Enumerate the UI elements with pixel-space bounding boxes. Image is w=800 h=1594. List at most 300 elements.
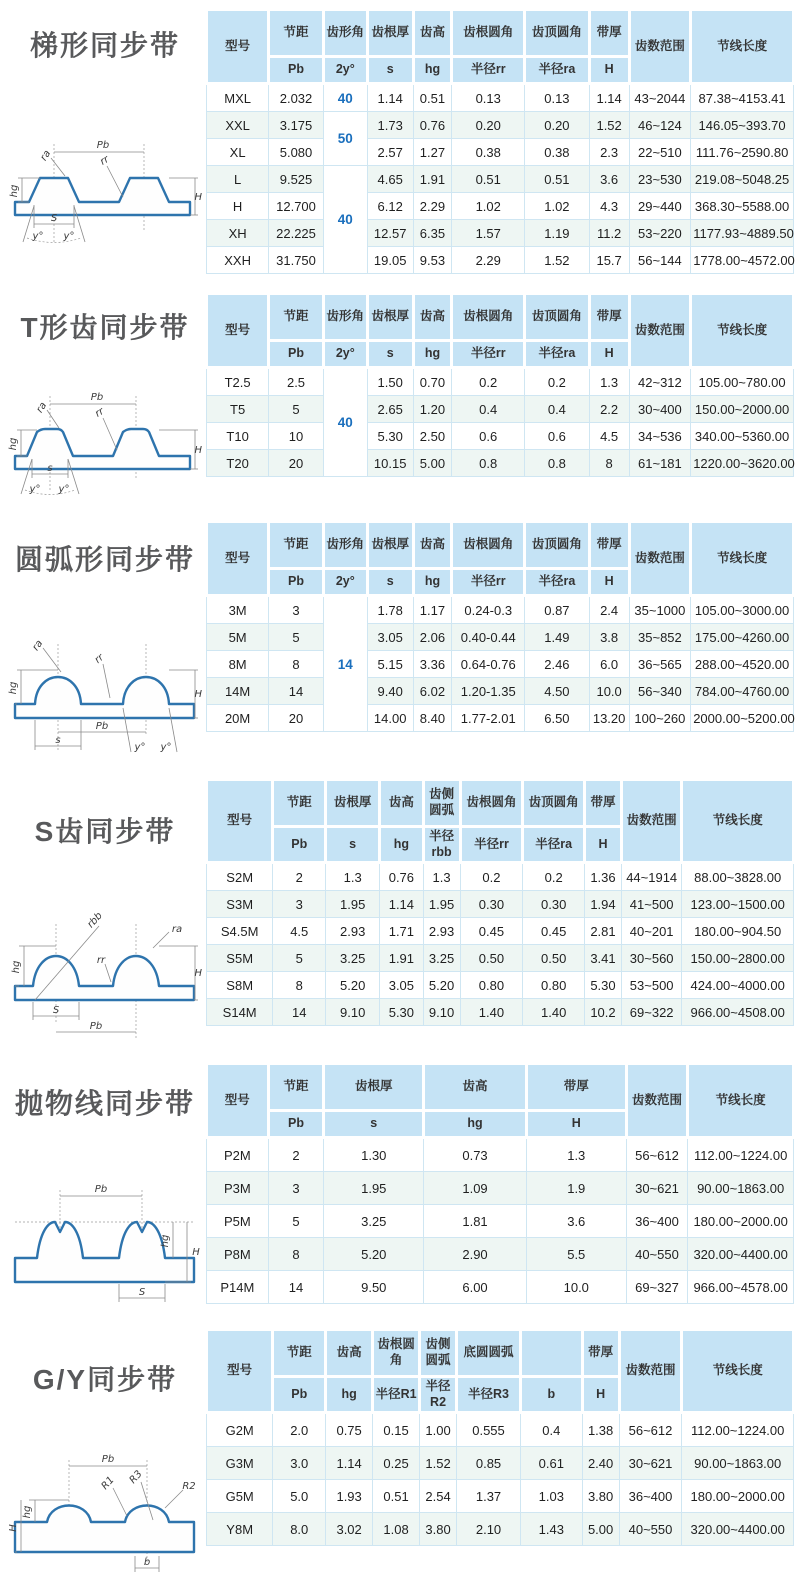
value-cell: 1.52 — [589, 112, 629, 139]
dim-label: y° — [134, 742, 146, 753]
value-cell: 36~400 — [619, 1480, 682, 1513]
value-cell: 90.00~1863.00 — [688, 1172, 794, 1205]
column-subheader: H — [582, 1377, 619, 1413]
dim-label: ra — [34, 400, 50, 415]
value-cell: 61~181 — [629, 450, 691, 477]
value-cell: 0.80 — [460, 972, 523, 999]
value-cell: 1.3 — [589, 368, 629, 396]
value-cell: 4.3 — [589, 193, 629, 220]
value-cell: 10.2 — [584, 999, 621, 1026]
value-cell: 1.91 — [413, 166, 452, 193]
dim-label: y° — [63, 231, 75, 242]
value-cell: 0.4 — [525, 396, 590, 423]
value-cell: 5.15 — [367, 651, 413, 678]
value-cell: 966.00~4578.00 — [688, 1271, 794, 1304]
value-cell: 1.3 — [326, 863, 380, 891]
column-header: 齿根圆角 — [373, 1330, 420, 1377]
value-cell: 2.90 — [424, 1238, 527, 1271]
dim-label: y° — [32, 231, 44, 242]
value-cell: 53~220 — [629, 220, 691, 247]
value-cell: 3.05 — [380, 972, 423, 999]
column-subheader: 2y° — [323, 57, 367, 84]
value-cell: 14 — [268, 1271, 324, 1304]
section-title: 梯形同步带 — [29, 30, 180, 61]
value-cell: 9.53 — [413, 247, 452, 274]
column-subheader: 半径R1 — [373, 1377, 420, 1413]
dim-label: H — [8, 1524, 19, 1532]
value-cell: 8 — [269, 651, 324, 678]
value-cell: 0.61 — [521, 1447, 583, 1480]
value-cell: 0.8 — [525, 450, 590, 477]
value-cell: 0.51 — [452, 166, 525, 193]
column-header: 节线长度 — [682, 1330, 794, 1413]
model-cell: L — [207, 166, 269, 193]
model-cell: Y8M — [207, 1513, 273, 1546]
value-cell: 12.57 — [367, 220, 413, 247]
column-header: 齿高 — [413, 522, 452, 569]
value-cell: 0.20 — [452, 112, 525, 139]
value-cell: 5.20 — [423, 972, 460, 999]
dim-label: R1 — [99, 1474, 117, 1492]
value-cell: 1.02 — [452, 193, 525, 220]
value-cell: 3.36 — [413, 651, 452, 678]
value-cell: 22.225 — [269, 220, 324, 247]
value-cell: 30~621 — [626, 1172, 688, 1205]
dim-label: ra — [171, 924, 183, 935]
value-cell: 0.87 — [525, 596, 590, 624]
column-header: 型号 — [207, 10, 269, 84]
model-cell: S5M — [207, 945, 273, 972]
merged-angle-cell: 50 — [323, 112, 367, 166]
column-header: 齿形角 — [323, 522, 367, 569]
gy-belt-profile-diagram — [7, 1434, 203, 1576]
dim-label: H — [194, 445, 202, 456]
value-cell: 320.00~4400.00 — [688, 1238, 794, 1271]
value-cell: 0.75 — [326, 1413, 373, 1447]
column-header: 节线长度 — [691, 294, 794, 368]
value-cell: 111.76~2590.80 — [691, 139, 794, 166]
value-cell: 340.00~5360.00 — [691, 423, 794, 450]
value-cell: 1.49 — [525, 624, 590, 651]
spec-table — [205, 1062, 795, 1304]
section-title: S齿同步带 — [34, 816, 176, 847]
column-subheader: hg — [380, 827, 423, 863]
dim-label: rbb — [85, 910, 105, 931]
column-subheader: 半径ra — [525, 569, 590, 596]
column-header: 型号 — [207, 522, 269, 596]
dim-label: ra — [38, 148, 54, 163]
value-cell: 2.57 — [367, 139, 413, 166]
column-header: 齿形角 — [323, 294, 367, 341]
dim-label: hg — [9, 184, 20, 198]
value-cell: 2000.00~5200.00 — [691, 705, 794, 732]
dim-label: rr — [93, 406, 107, 420]
value-cell: 3.25 — [423, 945, 460, 972]
value-cell: 0.80 — [523, 972, 585, 999]
column-subheader: hg — [413, 57, 452, 84]
column-subheader: hg — [424, 1111, 527, 1138]
value-cell: 966.00~4508.00 — [682, 999, 794, 1026]
model-cell: G2M — [207, 1413, 273, 1447]
column-subheader: hg — [326, 1377, 373, 1413]
value-cell: 0.6 — [525, 423, 590, 450]
value-cell: 6.50 — [525, 705, 590, 732]
dim-label: Pb — [96, 140, 110, 151]
dim-label: s — [47, 463, 53, 474]
value-cell: 146.05~393.70 — [691, 112, 794, 139]
value-cell: 0.2 — [525, 368, 590, 396]
column-subheader: b — [521, 1377, 583, 1413]
value-cell: 1.95 — [423, 891, 460, 918]
trapezoid-belt-profile-diagram — [7, 110, 203, 252]
model-cell: 8M — [207, 651, 269, 678]
dim-label: hg — [8, 437, 19, 451]
value-cell: 0.13 — [525, 84, 590, 112]
column-subheader: Pb — [273, 827, 326, 863]
column-header: 齿顶圆角 — [525, 522, 590, 569]
column-subheader: Pb — [269, 341, 324, 368]
column-header: 齿数范围 — [619, 1330, 682, 1413]
dim-label: Pb — [89, 1021, 103, 1032]
value-cell: 1.00 — [420, 1413, 457, 1447]
value-cell: 3.25 — [324, 1205, 424, 1238]
value-cell: 0.51 — [525, 166, 590, 193]
section-gy-belt — [0, 1328, 800, 1576]
value-cell: 219.08~5048.25 — [691, 166, 794, 193]
value-cell: 2.65 — [367, 396, 413, 423]
dim-label: y° — [29, 484, 41, 495]
value-cell: 1.95 — [326, 891, 380, 918]
value-cell: 150.00~2800.00 — [682, 945, 794, 972]
column-header: 齿高 — [424, 1064, 527, 1111]
value-cell: 40~550 — [626, 1238, 688, 1271]
column-subheader: 2y° — [323, 341, 367, 368]
value-cell: 10.0 — [589, 678, 629, 705]
value-cell: 87.38~4153.41 — [691, 84, 794, 112]
column-header: 型号 — [207, 780, 273, 863]
column-header: 节距 — [269, 10, 324, 57]
value-cell: 0.25 — [373, 1447, 420, 1480]
value-cell: 0.70 — [413, 368, 452, 396]
value-cell: 1.57 — [452, 220, 525, 247]
column-header: 带厚 — [584, 780, 621, 827]
table-row — [207, 1172, 794, 1205]
value-cell: 2.5 — [269, 368, 324, 396]
column-subheader: Pb — [273, 1377, 326, 1413]
column-header: 节距 — [269, 522, 324, 569]
value-cell: 8.40 — [413, 705, 452, 732]
value-cell: 0.13 — [452, 84, 525, 112]
value-cell: 2.81 — [584, 918, 621, 945]
arc-belt-profile-diagram — [7, 608, 203, 760]
value-cell: 53~500 — [621, 972, 681, 999]
section-s-tooth-belt — [0, 778, 800, 1044]
value-cell: 105.00~3000.00 — [691, 596, 794, 624]
dim-label: Pb — [94, 1184, 108, 1195]
column-header: 型号 — [207, 294, 269, 368]
value-cell: 30~400 — [629, 396, 691, 423]
value-cell: 35~1000 — [629, 596, 691, 624]
dim-label: S — [52, 1005, 60, 1016]
gy-spec-table — [205, 1328, 795, 1546]
value-cell: 5.20 — [324, 1238, 424, 1271]
value-cell: 2.3 — [589, 139, 629, 166]
value-cell: 1.30 — [324, 1138, 424, 1172]
column-subheader: 半径rr — [452, 57, 525, 84]
section-title: G/Y同步带 — [32, 1364, 178, 1395]
table-row — [207, 624, 794, 651]
value-cell: 5 — [269, 624, 324, 651]
column-subheader: Pb — [269, 57, 324, 84]
model-cell: T20 — [207, 450, 269, 477]
column-header: 齿数范围 — [629, 522, 691, 596]
column-subheader: s — [367, 569, 413, 596]
column-header: 齿根圆角 — [452, 522, 525, 569]
dim-label: S — [138, 1287, 146, 1298]
model-cell: XH — [207, 220, 269, 247]
table-row — [207, 368, 794, 396]
model-cell: 3M — [207, 596, 269, 624]
dim-label: H — [194, 192, 202, 203]
dim-label: Pb — [101, 1454, 115, 1465]
value-cell: 36~565 — [629, 651, 691, 678]
value-cell: 9.10 — [423, 999, 460, 1026]
column-header: 齿高 — [380, 780, 423, 827]
column-header: 齿数范围 — [629, 294, 691, 368]
model-cell: XXL — [207, 112, 269, 139]
column-header: 齿形角 — [323, 10, 367, 57]
column-subheader: H — [589, 569, 629, 596]
value-cell: 2.50 — [413, 423, 452, 450]
value-cell: 1.20 — [413, 396, 452, 423]
value-cell: 0.24-0.3 — [452, 596, 525, 624]
table-row — [207, 1138, 794, 1172]
model-cell: P3M — [207, 1172, 269, 1205]
value-cell: 1.40 — [523, 999, 585, 1026]
value-cell: 0.2 — [460, 863, 523, 891]
value-cell: 3.175 — [269, 112, 324, 139]
value-cell: 288.00~4520.00 — [691, 651, 794, 678]
value-cell: 10.0 — [526, 1271, 626, 1304]
dim-label: y° — [160, 742, 172, 753]
column-header: 节距 — [269, 294, 324, 341]
value-cell: 5.30 — [380, 999, 423, 1026]
value-cell: 1.20-1.35 — [452, 678, 525, 705]
column-subheader: 半径rr — [452, 569, 525, 596]
table-row — [207, 112, 794, 139]
model-cell: S14M — [207, 999, 273, 1026]
value-cell: 6.12 — [367, 193, 413, 220]
value-cell: 0.85 — [457, 1447, 521, 1480]
value-cell: 0.45 — [460, 918, 523, 945]
dim-label: rr — [92, 652, 107, 666]
merged-angle-cell: 14 — [323, 596, 367, 732]
value-cell: 1.50 — [367, 368, 413, 396]
value-cell: 1.94 — [584, 891, 621, 918]
table-row — [207, 999, 794, 1026]
column-header: 齿侧圆弧 — [423, 780, 460, 827]
value-cell: 3.41 — [584, 945, 621, 972]
column-header: 节线长度 — [691, 522, 794, 596]
table-row — [207, 220, 794, 247]
value-cell: 0.50 — [460, 945, 523, 972]
column-subheader: H — [589, 57, 629, 84]
merged-angle-cell: 40 — [323, 166, 367, 274]
table-row — [207, 396, 794, 423]
column-subheader: 半径rr — [460, 827, 523, 863]
value-cell: 3.25 — [326, 945, 380, 972]
model-cell: G5M — [207, 1480, 273, 1513]
table-row — [207, 1480, 794, 1513]
value-cell: 6.00 — [424, 1271, 527, 1304]
arc-spec-table — [205, 520, 795, 732]
dim-label: S — [50, 213, 58, 224]
value-cell: 5 — [269, 396, 324, 423]
model-cell: S3M — [207, 891, 273, 918]
table-row — [207, 166, 794, 193]
value-cell: 42~312 — [629, 368, 691, 396]
value-cell: 69~322 — [621, 999, 681, 1026]
value-cell: 112.00~1224.00 — [688, 1138, 794, 1172]
column-header: 齿根圆角 — [452, 294, 525, 341]
value-cell: 2.29 — [452, 247, 525, 274]
value-cell: 10 — [269, 423, 324, 450]
value-cell: 2.54 — [420, 1480, 457, 1513]
value-cell: 1.91 — [380, 945, 423, 972]
value-cell: 180.00~2000.00 — [688, 1205, 794, 1238]
parabolic-spec-table — [205, 1062, 795, 1304]
value-cell: 2.93 — [326, 918, 380, 945]
model-cell: MXL — [207, 84, 269, 112]
column-header: 齿数范围 — [629, 10, 691, 84]
value-cell: 34~536 — [629, 423, 691, 450]
value-cell: 9.525 — [269, 166, 324, 193]
value-cell: 0.30 — [460, 891, 523, 918]
dim-label: hg — [11, 960, 22, 974]
value-cell: 12.700 — [269, 193, 324, 220]
value-cell: 105.00~780.00 — [691, 368, 794, 396]
parabolic-belt-profile-diagram — [7, 1162, 203, 1310]
value-cell: 44~1914 — [621, 863, 681, 891]
value-cell: 2.4 — [589, 596, 629, 624]
spec-table — [205, 8, 795, 274]
column-header: 齿数范围 — [621, 780, 681, 863]
model-cell: T10 — [207, 423, 269, 450]
value-cell: 56~612 — [619, 1413, 682, 1447]
dim-label: hg — [22, 1505, 33, 1519]
table-row — [207, 247, 794, 274]
column-header: 齿根圆角 — [452, 10, 525, 57]
value-cell: 1.37 — [457, 1480, 521, 1513]
value-cell: 35~852 — [629, 624, 691, 651]
column-header: 齿顶圆角 — [523, 780, 585, 827]
table-row — [207, 1271, 794, 1304]
model-cell: S8M — [207, 972, 273, 999]
model-cell: P2M — [207, 1138, 269, 1172]
value-cell: 2.93 — [423, 918, 460, 945]
value-cell: 1.71 — [380, 918, 423, 945]
dim-label: H — [194, 689, 202, 700]
column-header: 带厚 — [526, 1064, 626, 1111]
column-header: 节距 — [273, 1330, 326, 1377]
value-cell: 23~530 — [629, 166, 691, 193]
value-cell: 3.02 — [326, 1513, 373, 1546]
column-header: 齿根厚 — [324, 1064, 424, 1111]
value-cell: 8 — [268, 1238, 324, 1271]
model-cell: P8M — [207, 1238, 269, 1271]
value-cell: 0.45 — [523, 918, 585, 945]
value-cell: 43~2044 — [629, 84, 691, 112]
value-cell: 1.36 — [584, 863, 621, 891]
table-row — [207, 705, 794, 732]
column-header: 齿根厚 — [367, 294, 413, 341]
value-cell: 180.00~2000.00 — [682, 1480, 794, 1513]
dim-label: rr — [96, 955, 106, 966]
value-cell: 5.080 — [269, 139, 324, 166]
table-row — [207, 139, 794, 166]
merged-angle-cell: 40 — [323, 84, 367, 112]
dim-label: rr — [98, 154, 112, 168]
value-cell: 180.00~904.50 — [682, 918, 794, 945]
value-cell: 5.00 — [582, 1513, 619, 1546]
section-title: T形齿同步带 — [20, 312, 190, 343]
value-cell: 46~124 — [629, 112, 691, 139]
value-cell: 3.80 — [582, 1480, 619, 1513]
value-cell: 100~260 — [629, 705, 691, 732]
value-cell: 4.50 — [525, 678, 590, 705]
value-cell: 1778.00~4572.00 — [691, 247, 794, 274]
value-cell: 368.30~5588.00 — [691, 193, 794, 220]
section-trapezoid-belt — [0, 8, 800, 274]
value-cell: 2.032 — [269, 84, 324, 112]
value-cell: 1.14 — [326, 1447, 373, 1480]
value-cell: 6.35 — [413, 220, 452, 247]
value-cell: 14 — [273, 999, 326, 1026]
value-cell: 0.4 — [521, 1413, 583, 1447]
value-cell: 0.555 — [457, 1413, 521, 1447]
value-cell: 2.2 — [589, 396, 629, 423]
column-subheader: 半径R2 — [420, 1377, 457, 1413]
value-cell: 30~621 — [619, 1447, 682, 1480]
section-title: 抛物线同步带 — [14, 1088, 195, 1119]
value-cell: 3.0 — [273, 1447, 326, 1480]
value-cell: 88.00~3828.00 — [682, 863, 794, 891]
column-subheader: 2y° — [323, 569, 367, 596]
merged-angle-cell: 40 — [323, 368, 367, 477]
value-cell: 2.10 — [457, 1513, 521, 1546]
model-cell: S4.5M — [207, 918, 273, 945]
column-subheader: 半径R3 — [457, 1377, 521, 1413]
value-cell: 2.29 — [413, 193, 452, 220]
table-row — [207, 1447, 794, 1480]
value-cell: 0.6 — [452, 423, 525, 450]
value-cell: 3.6 — [589, 166, 629, 193]
section-t-tooth-belt — [0, 292, 800, 502]
value-cell: 0.76 — [413, 112, 452, 139]
column-header: 齿高 — [326, 1330, 373, 1377]
value-cell: 3.8 — [589, 624, 629, 651]
value-cell: 90.00~1863.00 — [682, 1447, 794, 1480]
value-cell: 31.750 — [269, 247, 324, 274]
value-cell: 1.78 — [367, 596, 413, 624]
value-cell: 320.00~4400.00 — [682, 1513, 794, 1546]
value-cell: 9.50 — [324, 1271, 424, 1304]
value-cell: 1.19 — [525, 220, 590, 247]
value-cell: 1.3 — [526, 1138, 626, 1172]
column-header: 节距 — [268, 1064, 324, 1111]
column-subheader: H — [584, 827, 621, 863]
section-arc-belt — [0, 520, 800, 760]
